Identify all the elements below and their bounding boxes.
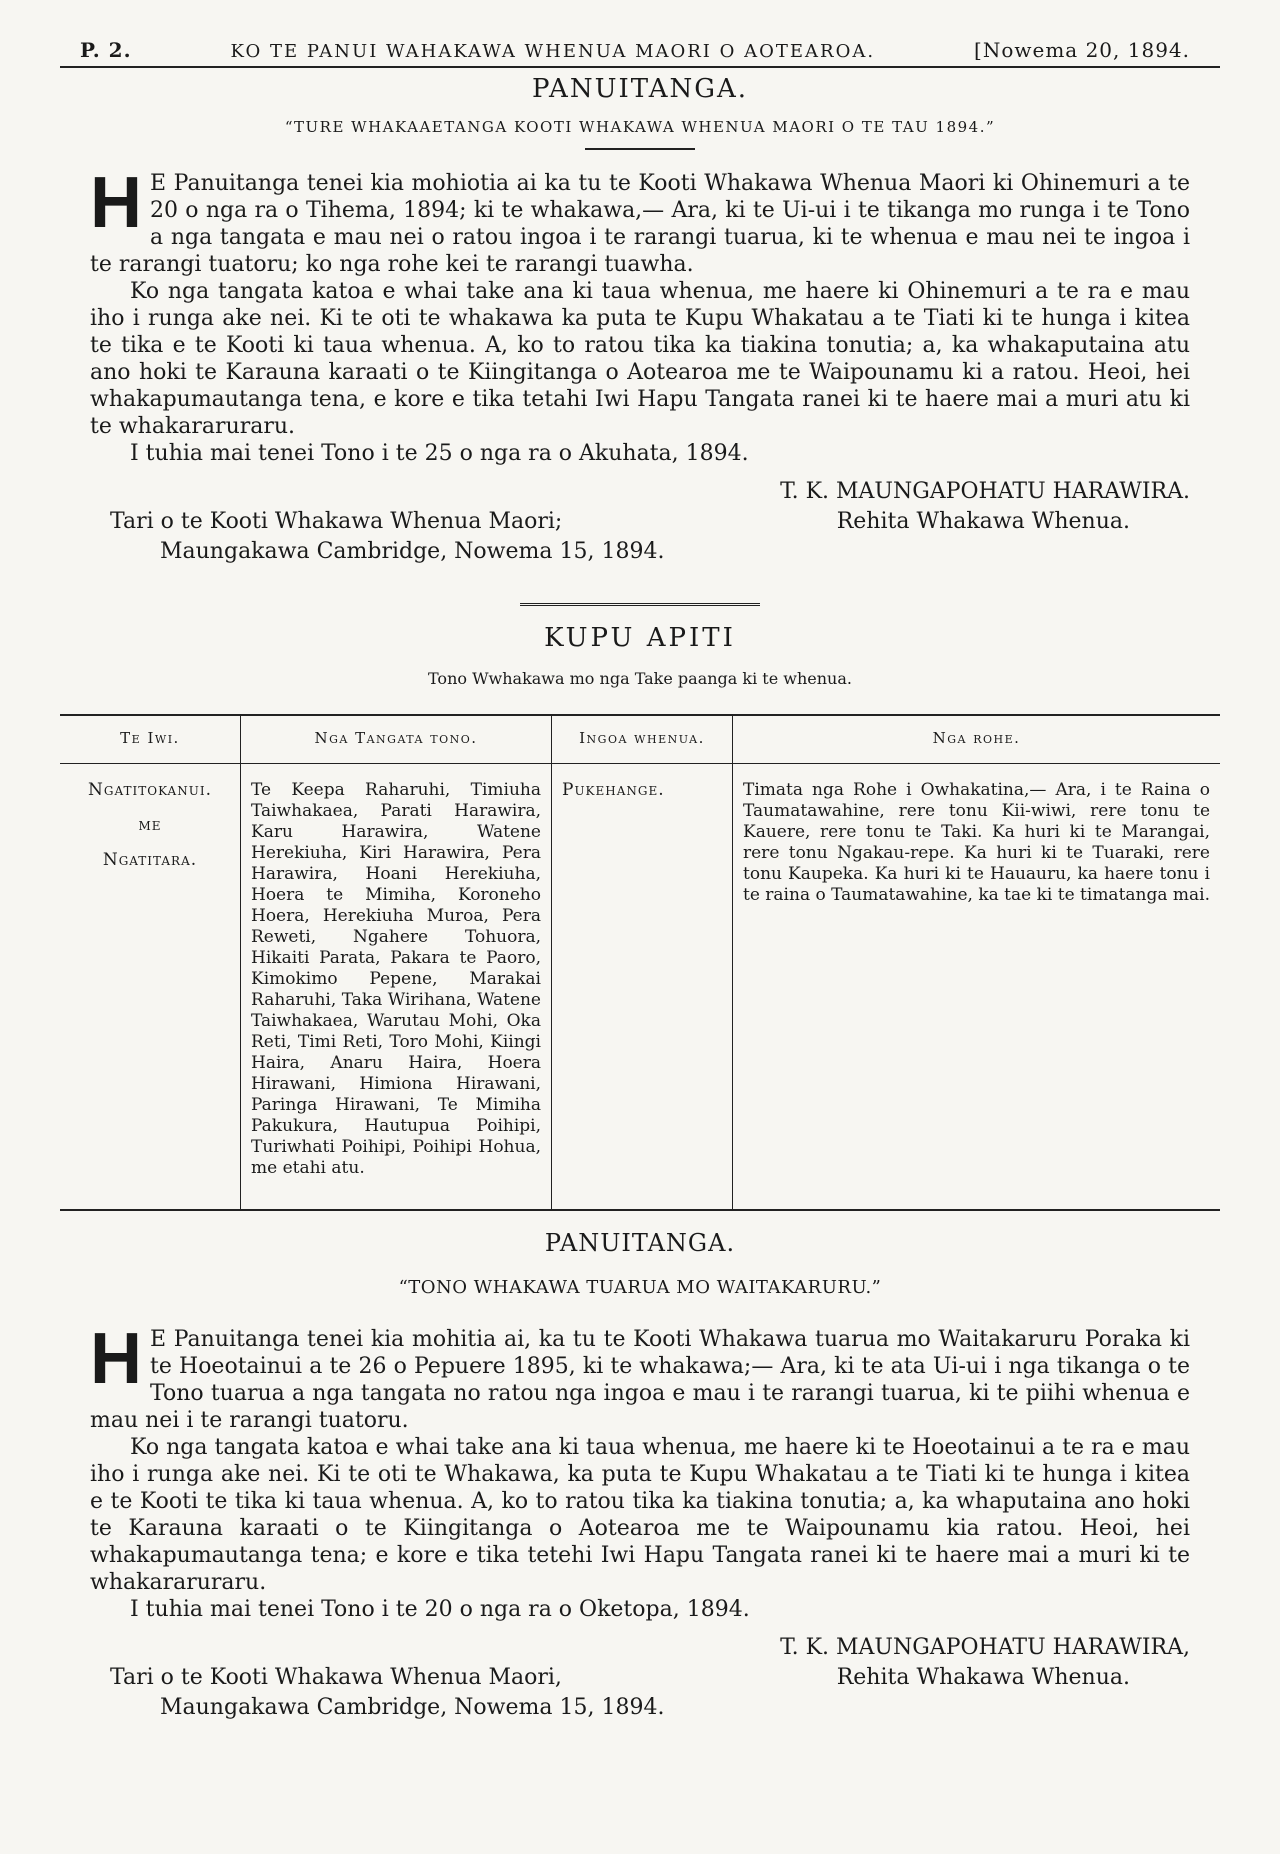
notice-heading: PANUITANGA. (544, 1229, 736, 1257)
drop-cap: H (90, 163, 142, 243)
table-header-row (60, 715, 1220, 764)
drop-cap: H (90, 1319, 142, 1399)
notice-subtitle: “TURE WHAKAAETANGA KOOTI WHAKAWA WHENUA MAORI O TE TAU 1894.” (284, 118, 996, 136)
notice-paragraph: H E Panuitanga tenei kia mohitia ai, ka tu te Kooti Whakawa tuarua mo Waitakaruru Poraka ki te Hoeotainui a te 26 o Pepuere 1895, ki te whakawa;— Ara, ki te ata Ui-ui i nga tikanga o te Tono tuarua a nga tangata no ratou nga ingoa e mau i te rarangi tuarua, ki te piihi whenua e mau nei i te rarangi tuatoru. (90, 1319, 1190, 1433)
divider (520, 603, 760, 609)
notice-paragraph: Ko nga tangata katoa e whai take ana ki taua whenua, me haere ki Ohinemuri a te ra e mau iho i runga ake nei. Ki te oti te whakawa ka puta te Kupu Whakatau a te Tiati ki te hunga i kitea te tika e te Kooti ki taua whenua. A, ko to ratou tika ka tiakina tonutia; a, ka whakaputaina atu ano hoki te Karauna karaati o te Kiingitanga o Aotearoa me te Waipounamu ki a ratou. Heoi, hei whakapumautanga tena, e kore e tika tetahi Iwi Hapu Tangata ranei ki te haere mai a muri atu ki te whakararuraru. (90, 279, 1190, 439)
place-date: Maungakawa Cambridge, Nowema 15, 1894. (160, 539, 665, 564)
schedule-heading: KUPU APITI (544, 623, 736, 653)
page-number: P. 2. (80, 38, 132, 62)
divider (585, 148, 695, 150)
gazette-title: KO TE PANUI WAHAKAWA WHENUA MAORI O AOTEAROA. (230, 41, 876, 62)
iwi-conjunction: me (138, 815, 162, 835)
schedule-table (60, 714, 1220, 1211)
signature-block (60, 1623, 1220, 1723)
notice-paragraph: I tuhia mai tenei Tono i te 20 o nga ra o Oketopa, 1894. (130, 1597, 750, 1622)
notice-paragraph: H E Panuitanga tenei kia mohiotia ai ka tu te Kooti Whakawa Whenua Maori ki Ohinemuri a te 20 o nga ra o Tihema, 1894; ki te whakawa,— Ara, ki te Ui-ui i te tikanga mo runga i te Tono a nga tangata e mau nei o ratou ingoa i te rarangi tuarua, ki te whenua e mau nei te ingoa i te rarangi tuatoru; ko nga rohe kei te rarangi tuawha. (90, 163, 1190, 277)
signature-block (60, 467, 1220, 567)
office-name: Tari o te Kooti Whakawa Whenua Maori; (110, 509, 563, 534)
schedule-subheading: Tono Wwhakawa mo nga Take paanga ki te whenua. (428, 669, 852, 688)
column-header-ingoa: Ingoa whenua. (552, 715, 733, 764)
page-header (60, 38, 1220, 68)
iwi-name: Ngatitokanui. (88, 780, 212, 800)
signatory-title: Rehita Whakawa Whenua. (836, 1665, 1130, 1690)
cell-tono: Te Keepa Raharuhi, Timiuha Taiwhakaea, Parati Harawira, Karu Harawira, Watene Herekiuha, Kiri Harawira, Pera Harawira, Hoani Herekiuha, Hoera te Mimiha, Koroneho Hoera, Herekiuha Muroa, Pera Reweti, Ngahere Tohuora, Hikaiti Parata, Pakara te Paoro, Kimokimo Pepene, Marakai Raharuhi, Taka Wirihana, Watene Taiwhakaea, Warutau Mohi, Oka Reti, Timi Reti, Toro Mohi, Kiingi Haira, Anaru Haira, Hoera Hirawani, Himiona Hirawani, Paringa Hirawani, Te Mimiha Pakukura, Hautupua Poihipi, Turiwhati Poihipi, Poihipi Hohua, me etahi atu. (241, 764, 552, 1211)
notice-paragraph: I tuhia mai tenei Tono i te 25 o nga ra o Akuhata, 1894. (130, 441, 749, 466)
table-row (60, 764, 1220, 1211)
iwi-name: Ngatitara. (102, 850, 198, 870)
gazette-page (60, 0, 1220, 1723)
notice-waitakaruru (60, 1229, 1220, 1723)
schedule-section (60, 623, 1220, 1211)
notice-ohinemuri (60, 74, 1220, 567)
signatory-name: T. K. MAUNGAPOHATU HARAWIRA, (780, 1635, 1190, 1660)
column-header-tono: Nga Tangata tono. (241, 715, 552, 764)
notice-paragraph: Ko nga tangata katoa e whai take ana ki taua whenua, me haere ki te Hoeotainui a te ra e mau iho i runga ake nei. Ki te oti te Whakawa, ka puta te Kupu Whakatau a te Tiati ki te hunga i kitea e te Kooti te tika ki taua whenua. A, ko to ratou tika ka tiakina tonutia; a, ka whaputaina ano hoki te Karauna karaati o te Kiingitanga o Aotearoa me te Waipounamu kia ratou. Heoi, hei whakapumautanga tena; e kore e tika tetehi Iwi Hapu Tangata ranei ki te haere mai a muri ki te whakararuraru. (90, 1435, 1190, 1595)
signatory-title: Rehita Whakawa Whenua. (836, 509, 1130, 534)
notice-subtitle: “TONO WHAKAWA TUARUA MO WAITAKARURU.” (398, 1277, 882, 1298)
cell-ingoa: Pukehange. (552, 764, 733, 1211)
place-date: Maungakawa Cambridge, Nowema 15, 1894. (160, 1695, 665, 1720)
issue-date: [Nowema 20, 1894. (974, 38, 1190, 62)
notice-body (60, 163, 1220, 467)
notice-heading: PANUITANGA. (531, 74, 749, 104)
cell-rohe: Timata nga Rohe i Owhakatina,— Ara, i te Raina o Taumatawahine, rere tonu Kii-wiwi, rere tonu te Kauere, rere tonu te Taki. Ka huri ki te Marangai, rere tonu Ngakau-repe. Ka huri ki te Tuaraki, rere tonu Kaupeka. Ka huri ki te Hauauru, ka haere tonu i te raina o Taumatawahine, ka tae ki te timatanga mai. (733, 764, 1221, 1211)
column-header-rohe: Nga rohe. (733, 715, 1221, 764)
notice-body (60, 1319, 1220, 1623)
office-name: Tari o te Kooti Whakawa Whenua Maori, (110, 1665, 562, 1690)
column-header-iwi: Te Iwi. (60, 715, 241, 764)
cell-iwi (60, 764, 241, 1211)
signatory-name: T. K. MAUNGAPOHATU HARAWIRA. (780, 479, 1190, 504)
